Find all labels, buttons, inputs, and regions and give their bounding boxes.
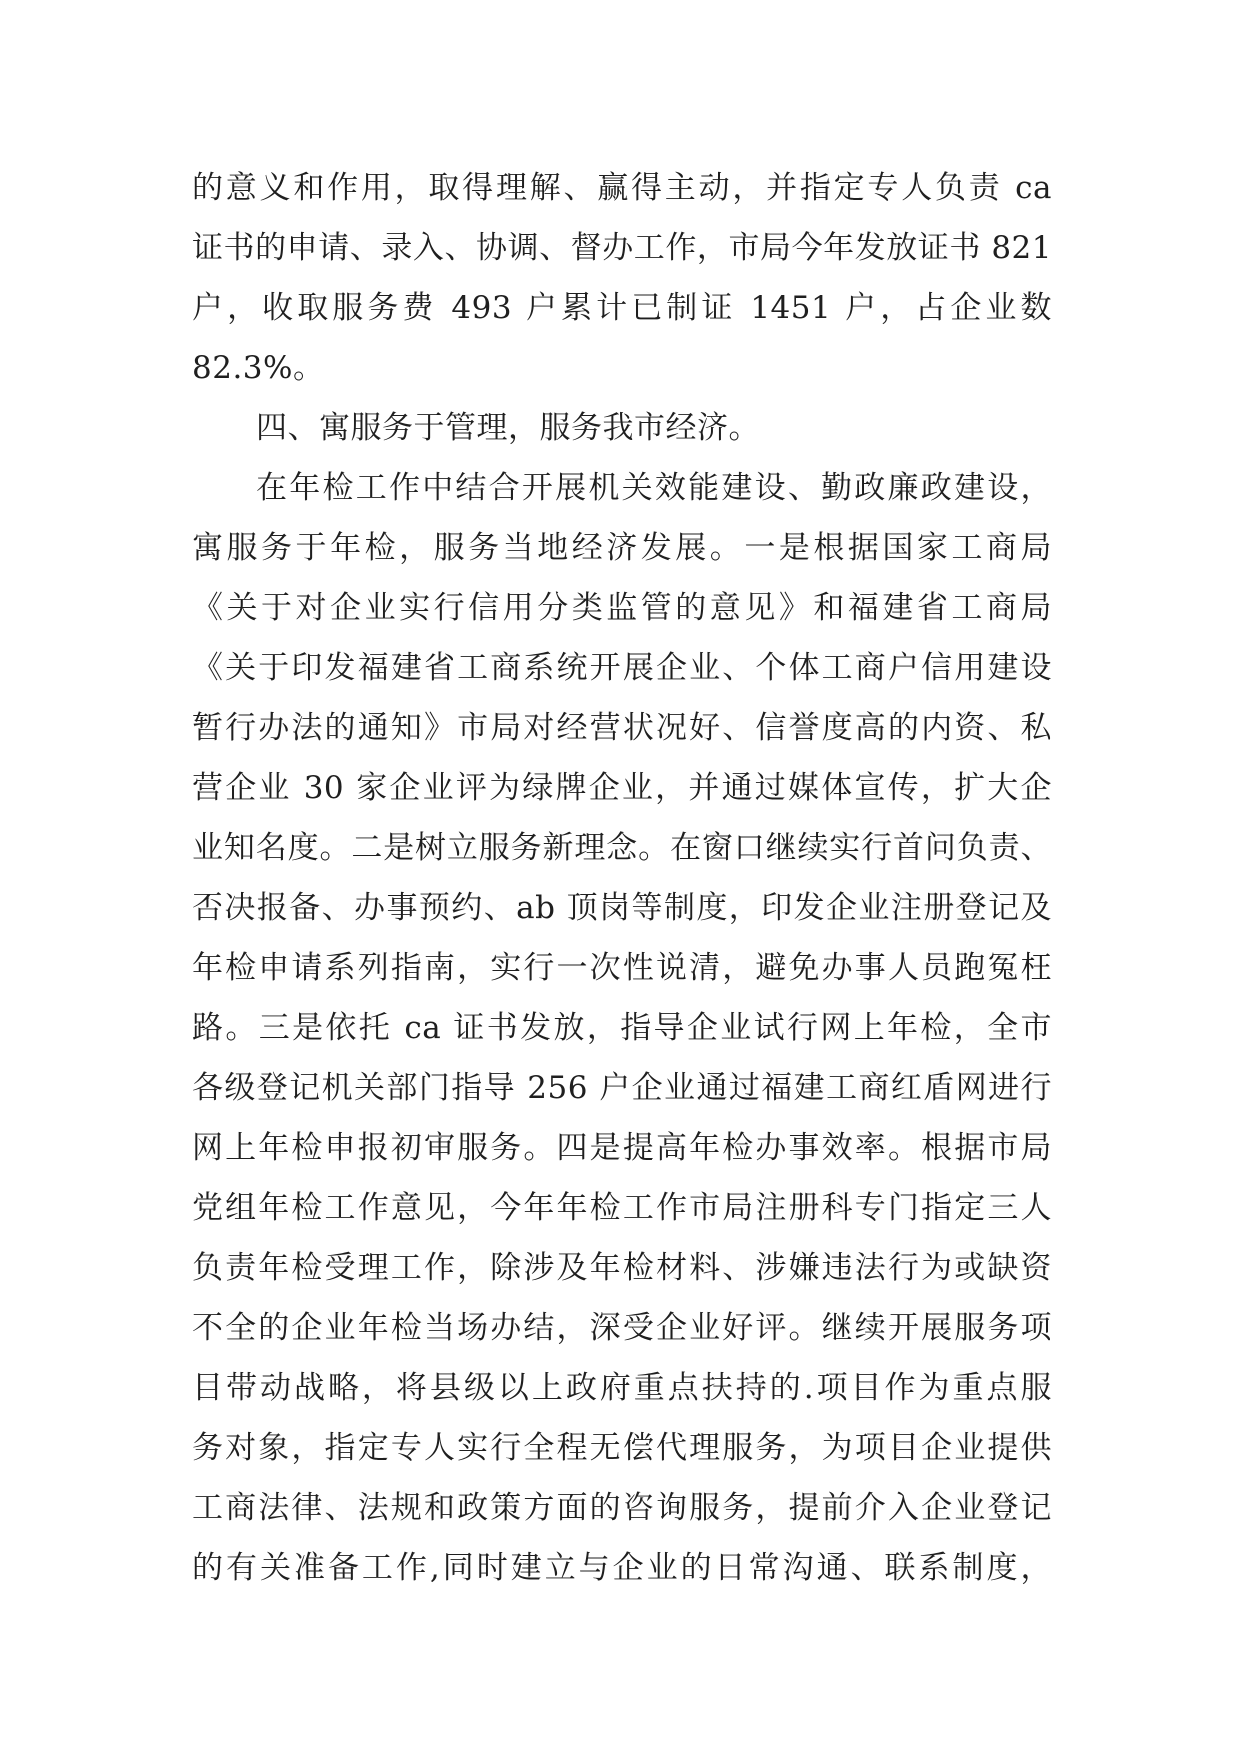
text-line: 户，收取服务费 493 户累计已制证 1451 户，占企业数 <box>192 290 1052 326</box>
text-line: 业知名度。二是树立服务新理念。在窗口继续实行首问负责、 <box>192 830 1052 866</box>
section-heading: 四、寓服务于管理，服务我市经济。 <box>256 410 760 446</box>
text-line: 营企业 30 家企业评为绿牌企业，并通过媒体宣传，扩大企 <box>192 770 1052 806</box>
text-line: 各级登记机关部门指导 256 户企业通过福建工商红盾网进行 <box>192 1070 1052 1106</box>
text-line: 年检申请系列指南，实行一次性说清，避免办事人员跑冤枉 <box>192 950 1052 986</box>
text-line: 目带动战略，将县级以上政府重点扶持的.项目作为重点服 <box>192 1370 1052 1406</box>
text-line: 党组年检工作意见，今年年检工作市局注册科专门指定三人 <box>192 1190 1052 1226</box>
document-body <box>192 158 1052 1598</box>
text-line: 《关于印发福建省工商系统开展企业、个体工商户信用建设 <box>192 650 1052 686</box>
paragraph-first-line: 在年检工作中结合开展机关效能建设、勤政廉政建设， <box>256 470 1052 506</box>
text-line: 务对象，指定专人实行全程无偿代理服务，为项目企业提供 <box>192 1430 1052 1466</box>
text-line: 《关于对企业实行信用分类监管的意见》和福建省工商局 <box>192 590 1052 626</box>
text-line: 的有关准备工作,同时建立与企业的日常沟通、联系制度， <box>192 1550 1052 1586</box>
text-line: 不全的企业年检当场办结，深受企业好评。继续开展服务项 <box>192 1310 1052 1346</box>
text-line: 寓服务于年检，服务当地经济发展。一是根据国家工商局 <box>192 530 1052 566</box>
text-line: 的意义和作用，取得理解、赢得主动，并指定专人负责 ca <box>192 170 1052 206</box>
text-line: 证书的申请、录入、协调、督办工作，市局今年发放证书 821 <box>192 230 1052 266</box>
text-line: 路。三是依托 ca 证书发放，指导企业试行网上年检，全市 <box>192 1010 1052 1046</box>
text-line: 网上年检申报初审服务。四是提高年检办事效率。根据市局 <box>192 1130 1052 1166</box>
text-line: 82.3%。 <box>192 350 325 386</box>
text-line: 工商法律、法规和政策方面的咨询服务，提前介入企业登记 <box>192 1490 1052 1526</box>
text-line: 否决报备、办事预约、ab 顶岗等制度，印发企业注册登记及 <box>192 890 1052 926</box>
text-line: 暂行办法的通知》市局对经营状况好、信誉度高的内资、私 <box>192 710 1052 746</box>
text-line: 负责年检受理工作，除涉及年检材料、涉嫌违法行为或缺资 <box>192 1250 1052 1286</box>
